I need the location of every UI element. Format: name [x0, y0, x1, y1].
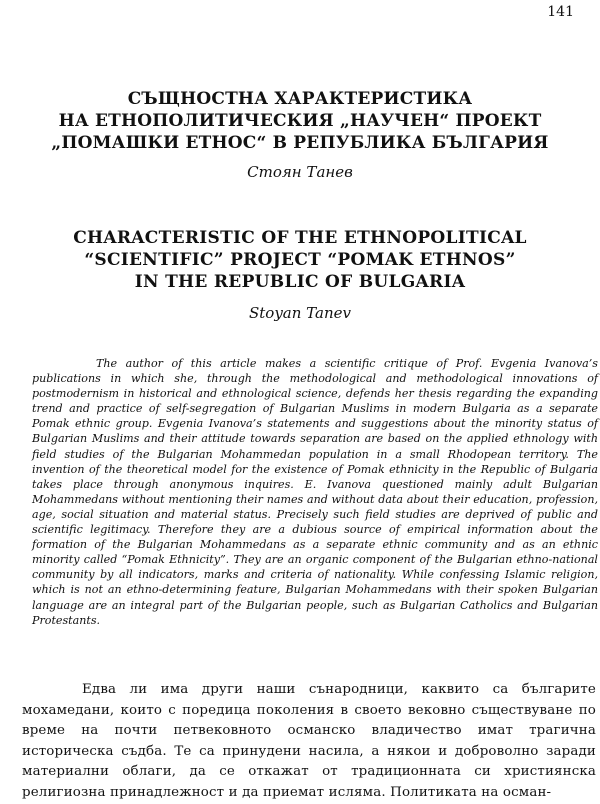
title-english-line-1: CHARACTERISTIC OF THE ETHNOPOLITICAL — [73, 228, 527, 248]
title-english-line-2: “SCIENTIFIC” PROJECT “POMAK ETHNOS” — [84, 250, 516, 270]
body-paragraph: Едва ли има други наши сънародници, каквито са българите мохамедани, които с поредица поколения в своето вековно съществуване по време на почти петвековното османско владичество имат трагична историческа съдба. Те са принудени насила, а някои и доброволно заради материални облаги, да се откажат от традиционната си християнска религиозна принадлежност и да приемат исляма. Политиката на осман- — [22, 682, 596, 800]
title-bulgarian-line-2: НА ЕТНОПОЛИТИЧЕСКИЯ „НАУЧЕН“ ПРОЕКТ — [58, 111, 542, 131]
author-english: Stoyan Tanev — [249, 304, 351, 322]
page-number: 141 — [547, 4, 574, 20]
author-bulgarian: Стоян Танев — [247, 163, 353, 181]
title-bulgarian-line-3: „ПОМАШКИ ЕТНОС“ В РЕПУБЛИКА БЪЛГАРИЯ — [51, 133, 549, 153]
title-bulgarian-line-1: СЪЩНОСТНА ХАРАКТЕРИСТИКА — [127, 89, 473, 109]
title-english-line-3: IN THE REPUBLIC OF BULGARIA — [134, 272, 466, 292]
title-english — [0, 227, 600, 293]
title-bulgarian — [0, 88, 600, 154]
abstract: The author of this article makes a scientific critique of Prof. Evgenia Ivanova’s publications in which she, through the methodological and methodological innovations of postmodernism in historical and ethnological science, defends her thesis regarding the expanding trend and practice of self-segregation of Bulgarian Muslims in modern Bulgaria as a separate Pomak ethnic group. Evgenia Ivanova’s statements and suggestions about the minority status of Bulgarian Muslims and their attitude towards separation are based on the applied ethnology with field studies of the Bulgarian Mohammedan population in a small Rhodopean territory. The invention of the theoretical model for the existence of Pomak ethnicity in the Republic of Bulgaria takes place through anonymous inquires. E. Ivanova questioned mainly adult Bulgarian Mohammedans without mentioning their names and without data about their education, profession, age, social situation and material status. Precisely such field studies are deprived of public and scientific legitimacy. Therefore they are a dubious source of empirical information about the formation of the Bulgarian Mohammedans as a separate ethnic community and as an ethnic minority called “Pomak Ethnicity”. They are an organic component of the Bulgarian ethno-national community by all indicators, marks and criteria of nationality. While confessing Islamic religion, which is not an ethno-determining feature, Bulgarian Mohammedans with their spoken Bulgarian language are an integral part of the Bulgarian people, such as Bulgarian Catholics and Bulgarian Protestants. — [32, 357, 598, 627]
